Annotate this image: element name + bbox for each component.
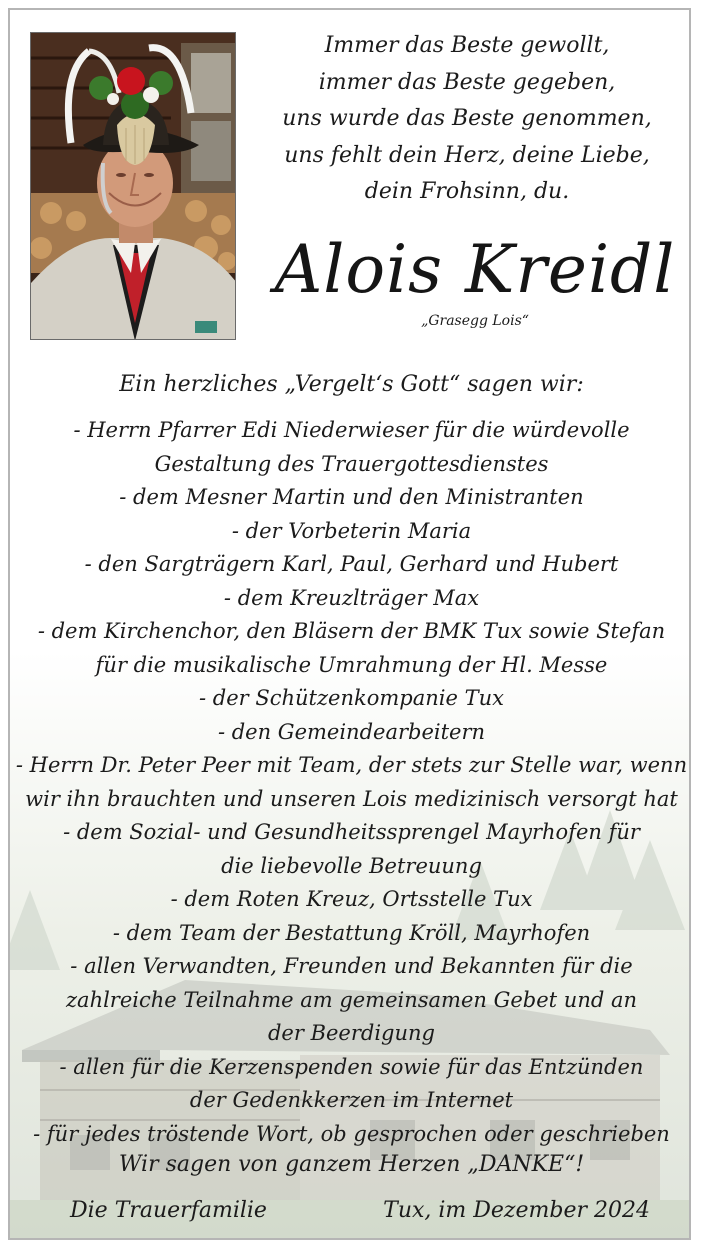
thanks-line: für die musikalische Umrahmung der Hl. Messe — [95, 652, 608, 677]
poem-line: immer das Beste gegeben, — [318, 69, 616, 95]
poem-line: dein Frohsinn, du. — [364, 179, 570, 204]
deceased-nickname: „Grasegg Lois“ — [421, 313, 529, 329]
thanks-heading: Ein herzliches „Vergelt‘s Gott“ sagen wir: — [119, 372, 584, 397]
poem-line: uns fehlt dein Herz, deine Liebe, — [284, 142, 650, 168]
closing-thanks: Wir sagen von ganzem Herzen „DANKE“! — [118, 1152, 585, 1177]
thanks-line: - der Vorbeterin Maria — [231, 518, 472, 543]
thanks-line: der Beerdigung — [267, 1021, 435, 1045]
thanks-line: - dem Kreuzlträger Max — [223, 585, 480, 610]
thanks-line: - dem Roten Kreuz, Ortsstelle Tux — [170, 887, 533, 911]
signature-family: Die Trauerfamilie — [70, 1198, 267, 1223]
thanks-line: - dem Sozial- und Gesundheitssprengel Mayrhofen für — [63, 820, 640, 844]
thanks-line: zahlreiche Teilnahme am gemeinsamen Gebet und an — [65, 987, 638, 1012]
thanks-line: - für jedes tröstende Wort, ob gesprochen oder geschrieben — [33, 1121, 670, 1146]
thanks-line: - dem Mesner Martin und den Ministranten — [119, 485, 584, 509]
thanks-line: - der Schützenkompanie Tux — [199, 686, 504, 710]
thanks-line: wir ihn brauchten und unseren Lois medizinisch versorgt hat — [25, 786, 678, 811]
obituary-card — [8, 8, 691, 1240]
signature-place-date: Tux, im Dezember 2024 — [383, 1198, 650, 1223]
thanks-line: - den Sargträgern Karl, Paul, Gerhard und Hubert — [84, 552, 619, 576]
thanks-line: - dem Kirchenchor, den Bläsern der BMK Tux sowie Stefan — [37, 619, 666, 643]
thanks-line: der Gedenkkerzen im Internet — [189, 1088, 514, 1112]
thanks-line: - Herrn Pfarrer Edi Niederwieser für die würdevolle — [73, 418, 630, 442]
thanks-line: - allen für die Kerzenspenden sowie für das Entzünden — [59, 1054, 644, 1079]
thanks-line: - dem Team der Bestattung Kröll, Mayrhofen — [112, 920, 591, 945]
thanks-line: Gestaltung des Trauergottesdienstes — [154, 451, 549, 476]
deceased-name: Alois Kreidl — [274, 231, 676, 308]
poem-line: Immer das Beste gewollt, — [324, 33, 610, 58]
poem-line: uns wurde das Beste genommen, — [282, 106, 652, 131]
thanks-line: - allen Verwandten, Freunden und Bekannten für die — [70, 954, 633, 978]
thanks-line: - Herrn Dr. Peter Peer mit Team, der stets zur Stelle war, wenn — [15, 753, 688, 777]
thanks-line: die liebevolle Betreuung — [221, 853, 482, 878]
memorial-poem — [248, 28, 686, 211]
thanks-line: - den Gemeindearbeitern — [217, 719, 486, 744]
thanks-list — [14, 414, 689, 1151]
portrait-photo — [30, 32, 236, 340]
